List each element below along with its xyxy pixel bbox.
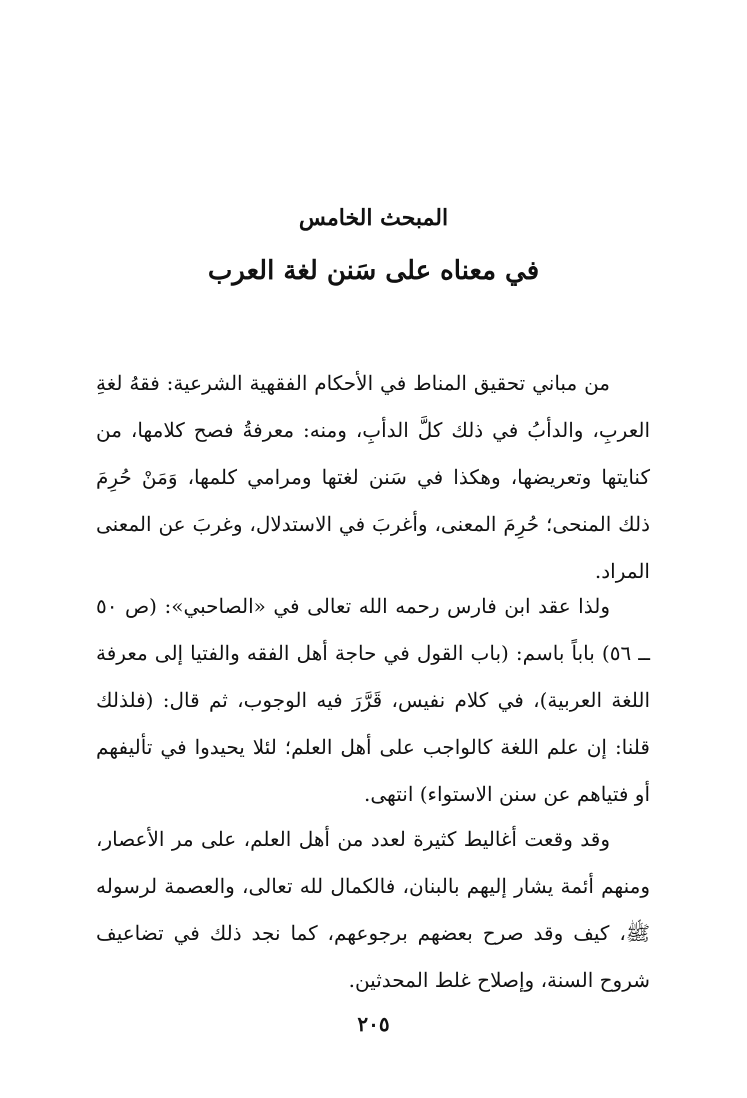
section-title: المبحث الخامس — [298, 205, 449, 231]
paragraph-text: ولذا عقد ابن فارس رحمه الله تعالى في «الصاحبي»: (ص ٥٠ ــ ٥٦) باباً باسم: (باب القول في حاجة أهل الفقه والفتيا إلى معرفة اللغة العربية)، في كلام نفيس، قَرَّرَ فيه الوجوب، ثم قال: (فلذلك قلنا: إن علم اللغة كالواجب على أهل العلم؛ لئلا يحيدوا في تأليفهم أو فتياهم عن سنن الاستواء) انتهى. — [96, 594, 650, 806]
chapter-title: في معناه على سَنن لغة العرب — [207, 256, 540, 286]
paragraph-text: وقد وقعت أغاليط كثيرة لعدد من أهل العلم، على مر الأعصار، ومنهم أئمة يشار إليهم بالبنان، فالكمال لله تعالى، والعصمة لرسوله ﷺ، كيف وقد صرح بعضهم برجوعهم، كما نجد ذلك في تضاعيف شروح السنة، وإصلاح غلط المحدثين. — [96, 827, 650, 992]
page-number: ٢٠٥ — [357, 1012, 390, 1036]
paragraph — [96, 583, 650, 818]
paragraph — [96, 816, 650, 1004]
paragraph — [96, 360, 650, 595]
paragraph-text: من مباني تحقيق المناط في الأحكام الفقهية الشرعية: فقهُ لغةِ العربِ، والدأبُ في ذلك كلَّ الدأبِ، ومنه: معرفةُ فصح كلامها، من كنايتها وتعريضها، وهكذا في سَنن لغتها ومرامي كلمها، وَمَنْ حُرِمَ ذلك المنحى؛ حُرِمَ المعنى، وأغربَ في الاستدلال، وغربَ عن المعنى المراد. — [96, 371, 650, 583]
